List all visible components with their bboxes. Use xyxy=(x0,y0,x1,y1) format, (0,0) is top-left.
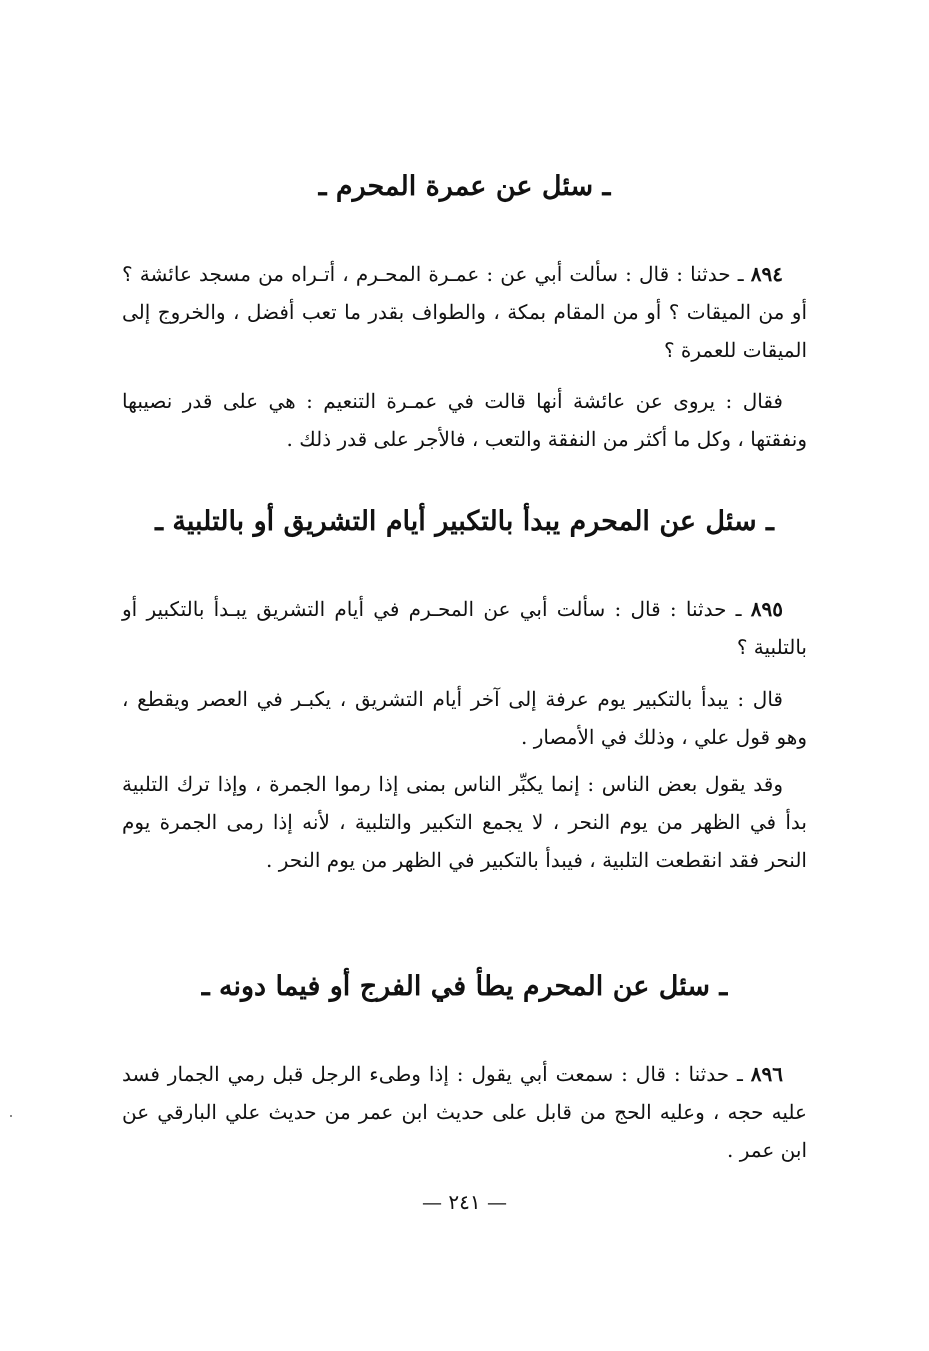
question-text: ـ حدثنا : قال : سمعت أبي يقول : إذا وطىء الرجل قبل رمي الجمار فسد عليه حجه ، وعليه الحج من قابل على حديث ابن عمر من حديث علي البارقي عن ابن عمر . xyxy=(122,1062,807,1162)
section-heading-intercourse xyxy=(122,970,807,1004)
question-894 xyxy=(122,255,807,369)
answer-paragraph: قال : يبدأ بالتكبير يوم عرفة إلى آخر أيام التشريق ، يكبـر في العصر ويقطع ، وهو قول علي ، وذلك في الأمصار . xyxy=(122,687,807,749)
entry-number: ٨٩٤ xyxy=(750,262,783,286)
entry-number: ٨٩٥ xyxy=(750,597,783,621)
question-paragraph xyxy=(122,1055,807,1169)
entry-number: ٨٩٦ xyxy=(750,1062,783,1086)
answer-894 xyxy=(122,382,807,458)
section-heading: ـ سئل عن المحرم يبدأ بالتكبير أيام التشريق أو بالتلبية ـ xyxy=(155,506,774,537)
section-heading: ـ سئل عن المحرم يطأ في الفرج أو فيما دونه ـ xyxy=(201,971,728,1002)
scan-speck xyxy=(10,1115,12,1117)
question-text: ـ حدثنا : قال : سألت أبي عن : عمـرة المحـرم ، أتـراه من مسجد عائشة ؟ أو من الميقات ؟ أو من المقام بمكة ، والطواف بقدر ما تعب أفضل ، والخروج إلى الميقات للعمرة ؟ xyxy=(122,262,807,362)
question-896 xyxy=(122,1055,807,1169)
answer-paragraph: وقد يقول بعض الناس : إنما يكبِّر الناس بمنى إذا رموا الجمرة ، وإذا ترك التلبية بدأ في الظهر من يوم النحر ، لا يجمع التكبير والتلبية ، لأنه إذا رمى الجمرة يوم النحر فقد انقطعت التلبية ، فيبدأ بالتكبير في الظهر من يوم النحر . xyxy=(122,772,807,872)
answer-895-b xyxy=(122,765,807,879)
page-number: — ٢٤١ — xyxy=(422,1190,507,1214)
section-heading: ـ سئل عن عمرة المحرم ـ xyxy=(318,171,611,202)
question-text: ـ حدثنا : قال : سألت أبي عن المحـرم في أيام التشريق يبـدأ بالتكبير أو بالتلبية ؟ xyxy=(122,597,807,659)
section-heading-takbir xyxy=(122,505,807,539)
question-paragraph xyxy=(122,255,807,369)
question-895 xyxy=(122,590,807,666)
question-paragraph xyxy=(122,590,807,666)
answer-895-a xyxy=(122,680,807,756)
answer-paragraph: فقال : يروى عن عائشة أنها قالت في عمـرة التنعيم : هي على قدر نصيبها ونفقتها ، وكل ما أكثر من النفقة والتعب ، فالأجر على قدر ذلك . xyxy=(122,389,807,451)
section-heading-umrah xyxy=(122,170,807,204)
